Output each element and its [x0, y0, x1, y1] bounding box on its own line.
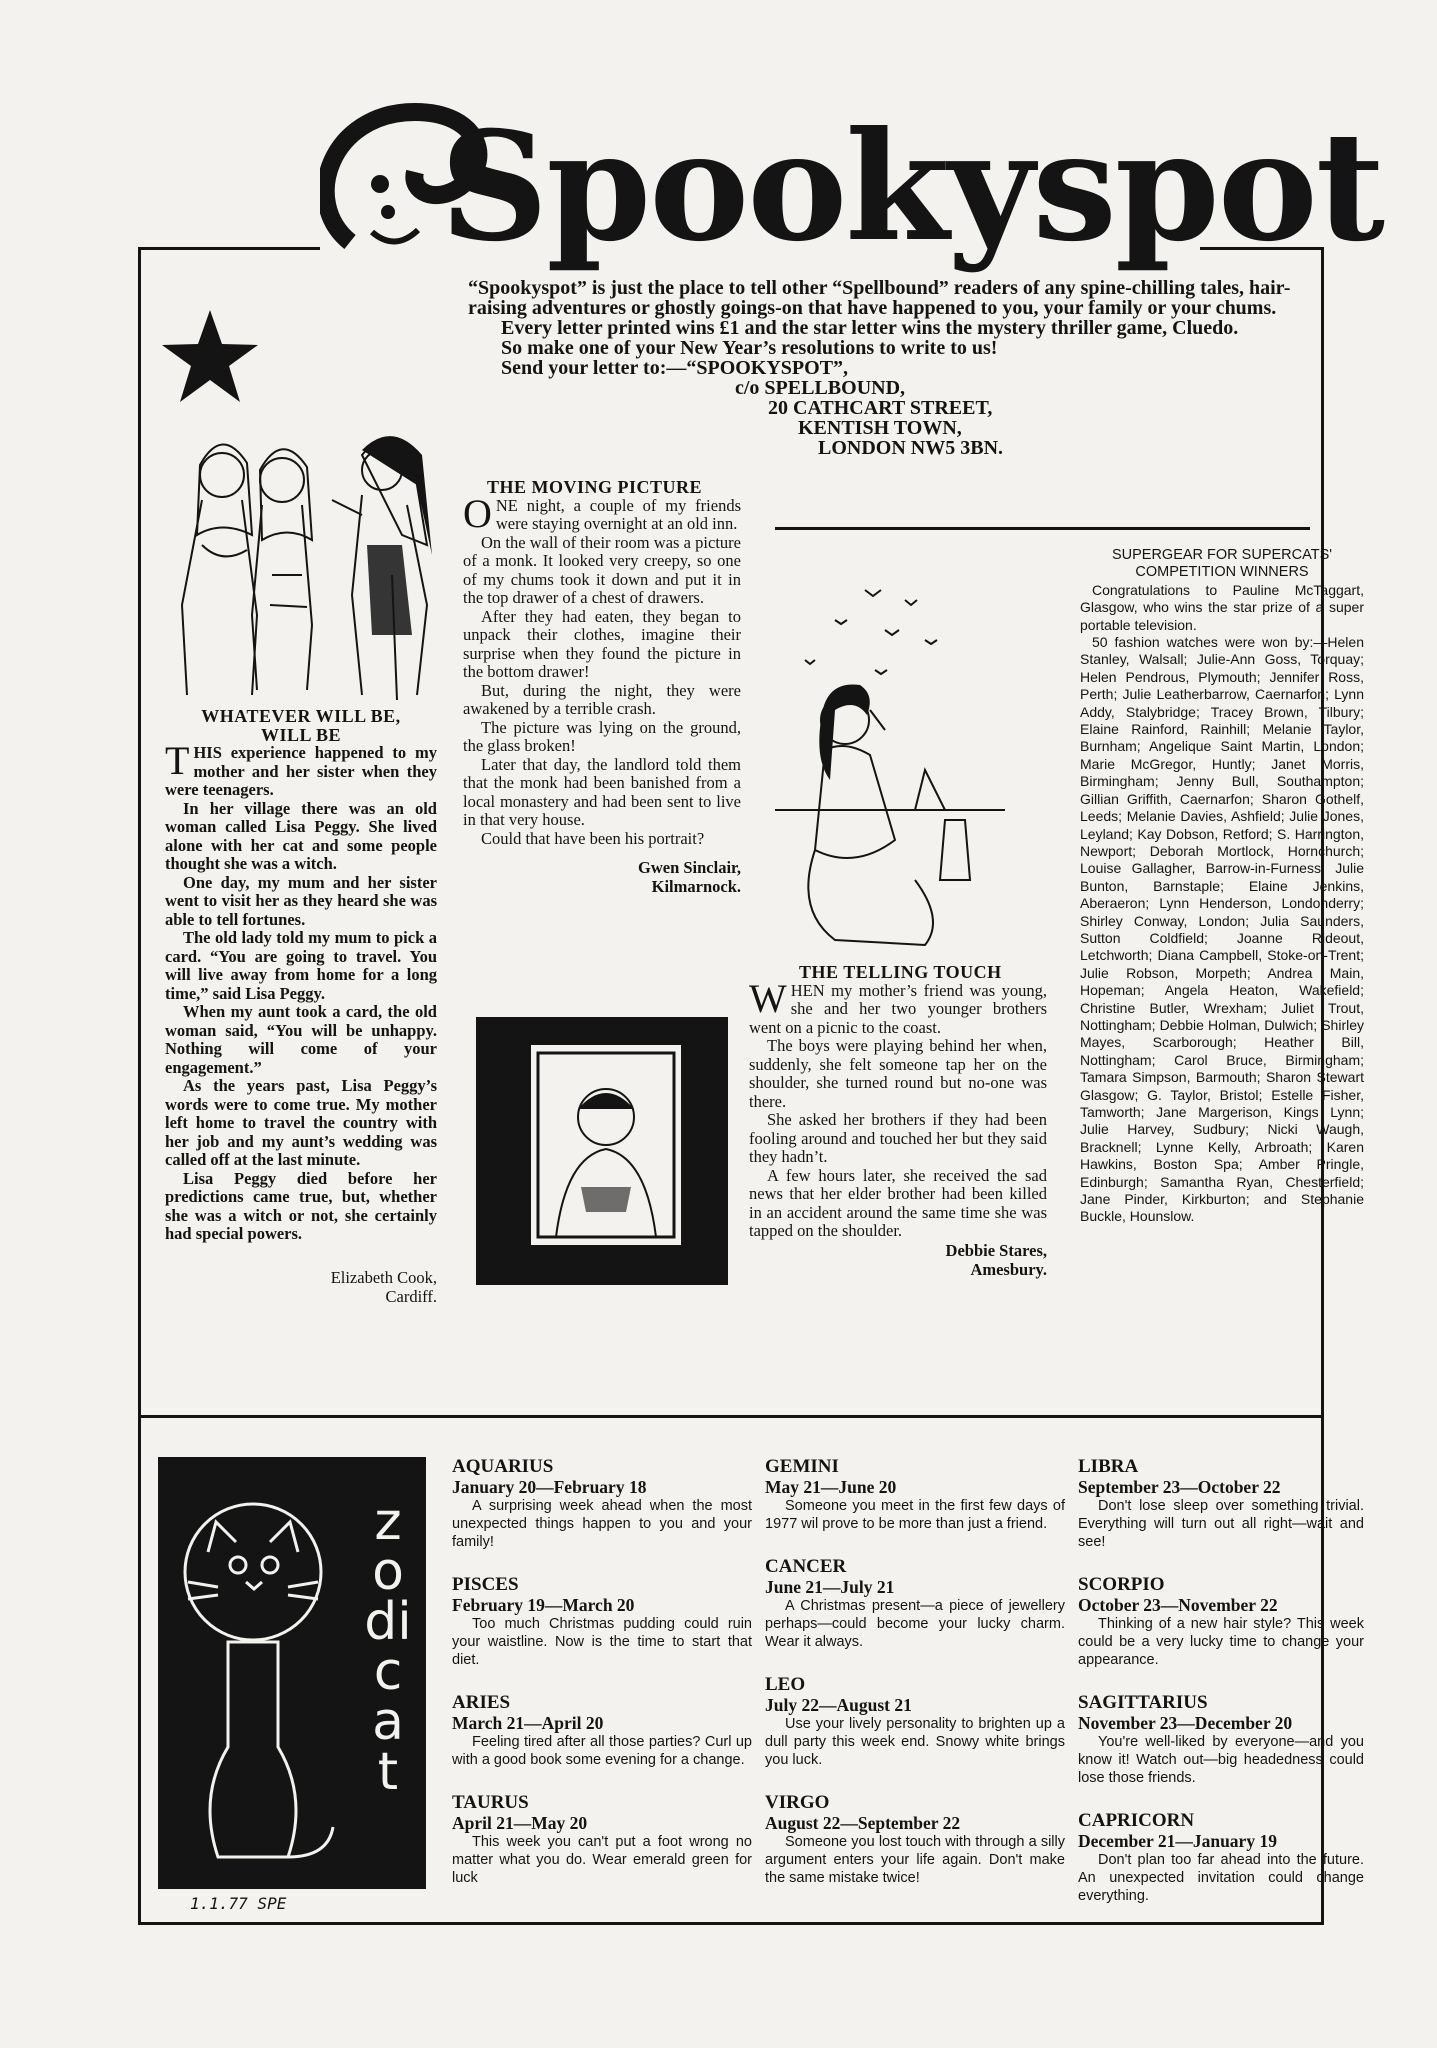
witch-illustration [162, 425, 454, 705]
sign-text: Too much Christmas pudding could ruin your waistline. Now is the time to start that diet. [452, 1616, 752, 1668]
sign-name: TAURUS [452, 1792, 529, 1813]
sign-name: ARIES [452, 1692, 511, 1713]
sign-text: Don't lose sleep over something trivial. Everything will turn out all right—wait and see! [1078, 1498, 1364, 1550]
zodicat-box [158, 1457, 426, 1889]
sign-text: Someone you meet in the first few days of 1977 wil prove to be more than just a friend. [765, 1498, 1065, 1532]
paragraph: She asked her brothers if they had been fooling around and touched her but they said they hadn’t. [749, 1110, 1047, 1166]
paragraph: When my aunt took a card, the old woman said, “You will be unhappy. Nothing will come of your engagement.” [165, 1002, 437, 1077]
sign-text: Thinking of a new hair style? This week could be a very lucky time to change your appearance. [1078, 1616, 1364, 1668]
letter-title: THE TELLING TOUCH [799, 962, 1002, 982]
spookyspot-logo [320, 92, 1384, 282]
paragraph: One day, my mum and her sister went to visit her as they heard she was able to tell fortunes. [165, 872, 437, 929]
monk-picture-illustration [476, 1017, 728, 1285]
sign-dates: January 20—February 18 [452, 1477, 647, 1497]
sign-dates: May 21—June 20 [765, 1477, 897, 1497]
letter-title: THE MOVING PICTURE [487, 477, 703, 497]
paragraph: HIS experience happened to my mother and her sister when they were teenagers. [165, 743, 437, 799]
intro-p1: “Spookyspot” is just the place to tell other “Spellbound” readers of any spine-chilling tales, hair-raising adventures or ghostly goings-on that have happened to you, your family or your chums. [468, 277, 1291, 319]
paragraph: HEN my mother’s friend was young, she and her two younger brothers went on a picnic to the coast. [749, 980, 1047, 1037]
winners-star-prize: Congratulations to Pauline McTaggart, Glasgow, who wins the star prize of a super portable television. [1080, 581, 1364, 633]
zodiac-sign [765, 1793, 1065, 1887]
paragraph: The picture was lying on the ground, the glass broken! [463, 717, 741, 755]
paragraph: But, during the night, they were awakened by a terrible crash. [463, 680, 741, 718]
paragraph: In her village there was an old woman called Lisa Peggy. She lived alone with her cat and some people thought she was a witch. [165, 798, 437, 873]
sign-dates: November 23—December 20 [1078, 1713, 1293, 1733]
sign-dates: March 21—April 20 [452, 1713, 604, 1733]
zodiac-sign [1078, 1811, 1364, 1905]
zodiac-sign [452, 1575, 752, 1669]
telling-touch-letter [749, 963, 1047, 1279]
winners-title: SUPERGEAR FOR SUPERCATS' [1111, 547, 1333, 563]
address-line: KENTISH TOWN, [798, 417, 962, 439]
sign-text: A surprising week ahead when the most unexpected things happen to you and your family! [452, 1498, 752, 1550]
sign-text: Use your lively personality to brighten up a dull party this week end. Snowy white brings you luck. [765, 1716, 1065, 1768]
sign-name: AQUARIUS [452, 1456, 554, 1477]
star-letter-title: WHATEVER WILL BE, [201, 706, 401, 726]
sign-dates: October 23—November 22 [1078, 1595, 1278, 1615]
sign-name: CAPRICORN [1078, 1810, 1195, 1831]
intro-p3: So make one of your New Year’s resolutions to write to us! [501, 337, 998, 359]
zodiac-sign [765, 1675, 1065, 1769]
zodiac-sign [452, 1793, 752, 1887]
sign-dates: June 21—July 21 [765, 1577, 895, 1597]
divider-rule [775, 527, 1310, 530]
star-icon [160, 308, 260, 406]
intro-p2: Every letter printed wins £1 and the star letter wins the mystery thriller game, Cluedo. [501, 317, 1239, 339]
zodiac-sign [452, 1693, 752, 1769]
star-letter [165, 707, 437, 1306]
paragraph: A few hours later, she received the sad news that her elder brother had been killed in an accident around the same time she was tapped on the shoulder. [749, 1165, 1047, 1240]
sign-name: GEMINI [765, 1456, 839, 1477]
sign-text: This week you can't put a foot wrong no matter what you do. Wear emerald green for luck [452, 1834, 752, 1886]
intro-text [468, 278, 1328, 378]
sign-dates: August 22—September 22 [765, 1813, 961, 1833]
sign-name: CANCER [765, 1556, 847, 1577]
sign-dates: April 21—May 20 [452, 1813, 588, 1833]
sign-text: Feeling tired after all those parties? Curl up with a good book some evening for a change. [452, 1734, 752, 1768]
signature-name: Elizabeth Cook, [330, 1267, 437, 1287]
sign-name: SAGITTARIUS [1078, 1692, 1208, 1713]
dropcap: O [463, 490, 492, 536]
sign-name: LEO [765, 1674, 806, 1695]
sign-name: SCORPIO [1078, 1574, 1165, 1595]
girl-picnic-illustration [775, 580, 1005, 965]
dropcap: T [165, 738, 190, 783]
sign-text: You're well-liked by everyone—and you know it! Watch out—big headedness could lose those friends. [1078, 1734, 1364, 1786]
sign-dates: December 21—January 19 [1078, 1831, 1277, 1851]
zodiac-column [765, 1457, 1065, 1911]
signature-place: Amesbury. [970, 1259, 1047, 1279]
address-line: LONDON NW5 3BN. [818, 437, 1004, 459]
zodiac-sign [1078, 1575, 1364, 1669]
paragraph: The boys were playing behind her when, suddenly, she felt someone tap her on the shoulder, she turned round but no-one was there. [749, 1036, 1047, 1111]
competition-winners [1080, 547, 1364, 1226]
sign-text: Someone you lost touch with through a silly argument enters your life again. Don't make the same mistake twice! [765, 1834, 1065, 1886]
zodiac-sign [1078, 1693, 1364, 1787]
signature-place: Cardiff. [385, 1286, 437, 1306]
sign-name: PISCES [452, 1574, 519, 1595]
star-letter-title-2: WILL BE [260, 724, 342, 745]
dropcap: W [749, 975, 787, 1021]
address-line: 20 CATHCART STREET, [768, 397, 993, 419]
signature-place: Kilmarnock. [651, 877, 741, 896]
zodicat-logo-text: zodicat [364, 1492, 412, 1802]
paragraph: Could that have been his portrait? [481, 828, 705, 848]
paragraph: NE night, a couple of my friends were staying overnight at an old inn. [495, 495, 741, 533]
zodiac-column [1078, 1457, 1364, 1929]
paragraph: The old lady told my mum to pick a card. “You are going to travel. You will live away from home for a long time,” said Lisa Peggy. [165, 928, 437, 1003]
intro-p4: Send your letter to:—“SPOOKYSPOT”, [501, 357, 849, 379]
sign-name: VIRGO [765, 1792, 830, 1813]
sign-text: A Christmas present—a piece of jewellery perhaps—could become your lucky charm. Wear it always. [765, 1598, 1065, 1650]
sign-text: Don't plan too far ahead into the future. An unexpected invitation could change everything. [1078, 1852, 1364, 1904]
signature-name: Gwen Sinclair, [638, 858, 741, 877]
address-line: c/o SPELLBOUND, [735, 377, 906, 399]
paragraph: On the wall of their room was a picture of a monk. It looked very creepy, so one of my chums took it down and put it in the top drawer of a chest of drawers. [463, 532, 741, 607]
sign-dates: September 23—October 22 [1078, 1477, 1281, 1497]
paragraph: Lisa Peggy died before her predictions came true, but, whether she was a witch or not, she certainly had special powers. [165, 1168, 437, 1243]
logo-text: Spookyspot [440, 99, 1384, 275]
zodiac-column [452, 1457, 752, 1911]
winners-list: 50 fashion watches were won by:—Helen Stanley, Walsall; Julie-Ann Goss, Torquay; Helen Pendrous, Plymouth; Jennifer Ross, Perth; Julie Leatherbarrow, Caernarfon; Lynn Addy, Stalybridge; Tracey Brown, Tilbury; Elaine Rainford, Rainhill; Melanie Taylor, Burnham; Angelique Saint Martin, London; Marie McGregor, Huntly; Janet Morris, Birmingham; Jenny Bull, Southampton; Gillian Griffith, Caernarfon; Sharon Gothelf, Leeds; Melanie Davies, Ashfield; Julie Jones, Leyland; Kay Dobson, Retford; S. Harrington, Newport; Deborah Mortlock, Hornchurch; Louise Gallagher, Barrow-in-Furness; Julie Bunton, Barnstaple; Elaine Jenkins, Aberaeron; Lynn Henderson, Londonderry; Shirley Conway, London; Julia Saunders, Sutton Coldfield; Joanne Rideout, Letchworth; Diana Campbell, Stoke-on-Trent; Julie Robson, Morpeth; Andrea Main, Hopeman; Angela Heaton, Wakefield; Christine Butler, Wrexham; Juliet Trout, Nottingham; Debbie Holman, Dulwich; Shirley Mayes, Scarborough; Heather Bill, Nottingham; Carol Bruce, Birmingham; Tamara Simpson, Barmouth; Sharon Stewart Glasgow; G. Taylor, Bristol; Estelle Fisher, Tamworth; Jane Margerison, Kings Lynn; Julie Harvey, Sudbury; Nicki Waugh, Bracknell; Lynne Kelly, Arbroath; Karen Hawkins, Boston Spa; Amber Pringle, Edinburgh; Samantha Ryan, Chesterfield; Jane Pinder, Kirkburton; and Stephanie Buckle, Hounslow. [1080, 634, 1364, 1225]
winners-title-2: COMPETITION WINNERS [1135, 564, 1309, 581]
signature-name: Debbie Stares, [945, 1240, 1047, 1260]
zodiac-sign [765, 1557, 1065, 1651]
zodiac-sign [452, 1457, 752, 1551]
paragraph: As the years past, Lisa Peggy’s words were to come true. My mother left home to travel the country with her job and my aunt’s wedding was called off at the last minute. [165, 1076, 437, 1169]
sign-dates: February 19—March 20 [452, 1595, 635, 1615]
handwritten-note: 1.1.77 SPE [190, 1894, 287, 1913]
sign-name: LIBRA [1078, 1456, 1139, 1477]
zodiac-sign [1078, 1457, 1364, 1551]
paragraph: Later that day, the landlord told them that the monk had been banished from a local monastery and had been sent to live in that very house. [463, 754, 741, 829]
moving-picture-letter [463, 478, 741, 896]
paragraph: After they had eaten, they began to unpack their clothes, imagine their surprise when they found the picture in the bottom drawer! [463, 606, 741, 681]
zodiac-sign [765, 1457, 1065, 1533]
sign-dates: July 22—August 21 [765, 1695, 912, 1715]
